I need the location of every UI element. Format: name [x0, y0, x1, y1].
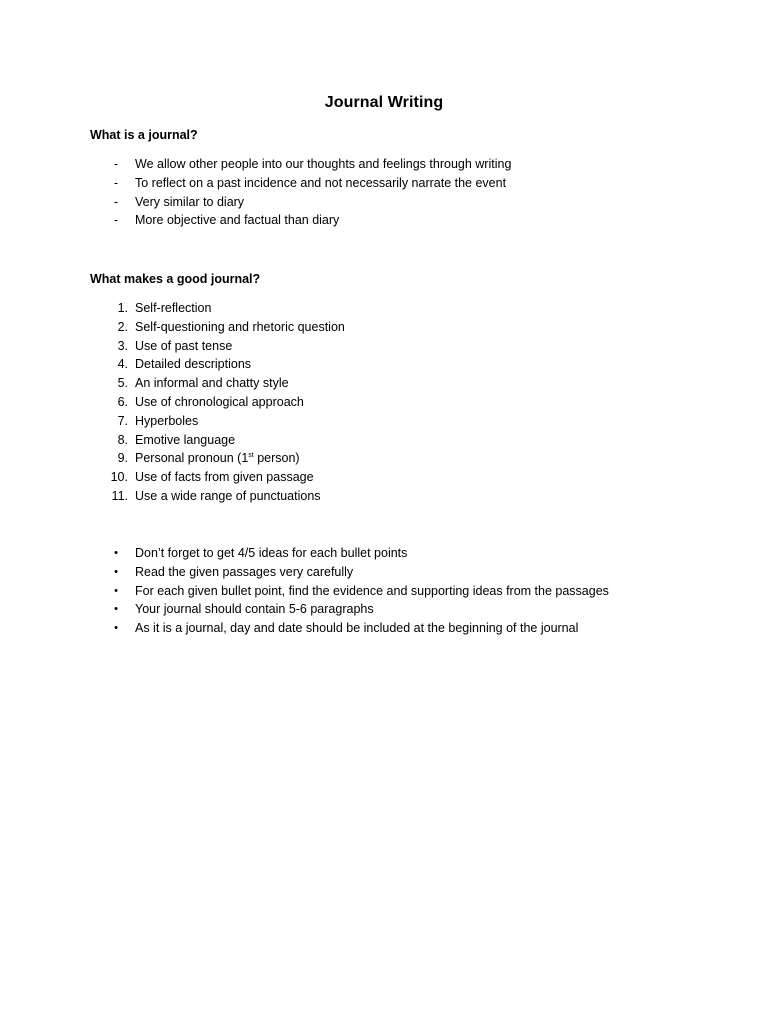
dash-marker: -: [113, 213, 118, 228]
list-item-text-part: Personal pronoun (1: [135, 451, 249, 466]
list-number: 2.: [117, 319, 128, 334]
list-item-text: Use a wide range of punctuations: [135, 488, 321, 503]
list-item-text-part: person): [253, 451, 300, 466]
list-item-text: More objective and factual than diary: [135, 213, 340, 228]
list-item-text: To reflect on a past incidence and not necessarily narrate the event: [135, 175, 507, 190]
list-item-text: Use of past tense: [135, 338, 233, 353]
list-item-text: Use of chronological approach: [135, 394, 304, 409]
list-item-text: Detailed descriptions: [135, 357, 252, 372]
list-number: 3.: [117, 338, 128, 353]
list-number: 5.: [117, 376, 128, 391]
list-number: 8.: [117, 432, 128, 447]
bullet-marker: •: [114, 603, 118, 616]
page-title: Journal Writing: [324, 94, 444, 111]
list-item-text: Emotive language: [135, 432, 236, 447]
bullet-marker: •: [114, 584, 118, 597]
list-number: 10.: [110, 470, 128, 485]
list-item-text: Very similar to diary: [135, 194, 245, 209]
bullet-marker: •: [114, 622, 118, 635]
list-item-text: [135, 449, 300, 468]
list-number: 4.: [117, 357, 128, 372]
list-number: 7.: [117, 413, 128, 428]
list-item-text: Hyperboles: [135, 413, 199, 428]
list-item-text: An informal and chatty style: [135, 376, 289, 391]
list-item-text: Don’t forget to get 4/5 ideas for each bullet points: [135, 546, 408, 560]
list-item-text: We allow other people into our thoughts and feelings through writing: [135, 157, 512, 171]
list-number: 11.: [111, 488, 128, 503]
superscript-ordinal: st: [248, 452, 254, 460]
list-item-text: Read the given passages very carefully: [135, 564, 354, 579]
section-heading-what-is-journal: What is a journal?: [90, 128, 198, 142]
list-item-text: Self-reflection: [135, 301, 212, 315]
list-number: 1.: [117, 301, 128, 315]
dash-marker: -: [113, 194, 118, 209]
list-item-text: For each given bullet point, find the evidence and supporting ideas from the passages: [135, 583, 609, 598]
dash-marker: -: [113, 157, 118, 171]
bullet-marker: •: [114, 565, 118, 578]
dash-marker: -: [113, 175, 118, 190]
list-item-text: Self-questioning and rhetoric question: [135, 319, 345, 334]
list-number: 9.: [117, 451, 128, 466]
list-item-text: As it is a journal, day and date should be included at the beginning of the journal: [135, 621, 579, 636]
list-item-text: Your journal should contain 5-6 paragraphs: [135, 602, 374, 617]
list-number: 6.: [117, 394, 128, 409]
section-heading-good-journal: What makes a good journal?: [90, 272, 261, 286]
bullet-marker: •: [114, 547, 118, 559]
list-item-text: Use of facts from given passage: [135, 470, 314, 485]
